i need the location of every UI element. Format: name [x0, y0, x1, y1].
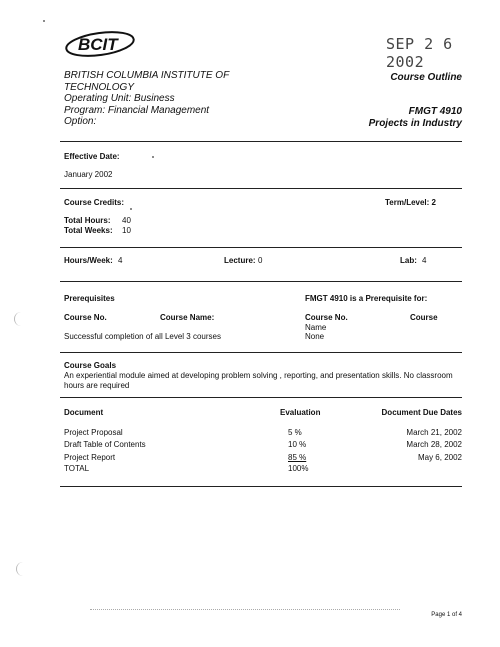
total-hours-value: 40: [122, 216, 131, 225]
table-row-document: Project Report: [64, 453, 116, 462]
course-goals-title: Course Goals: [64, 361, 117, 370]
lecture-label: Lecture:: [224, 256, 256, 265]
hours-week-label: Hours/Week:: [64, 256, 113, 265]
course-credits-label: Course Credits:: [64, 198, 125, 207]
evaluation-header: Evaluation: [280, 408, 321, 417]
footer-rule: [90, 609, 400, 610]
table-row-document: TOTAL: [64, 464, 90, 473]
divider: [60, 281, 462, 282]
table-row-evaluation: 85 %: [288, 453, 307, 462]
scan-artifact: [16, 562, 25, 576]
scan-speck: [152, 156, 154, 158]
operating-unit: Operating Unit: Business: [64, 93, 175, 104]
option: Option:: [64, 116, 97, 127]
scan-speck: [43, 20, 45, 22]
effective-date-value: January 2002: [64, 170, 113, 179]
logo-text: BCIT: [78, 35, 118, 54]
divider: [60, 141, 462, 142]
divider: [60, 352, 462, 353]
document-header: Document: [64, 408, 104, 417]
table-row-due: May 6, 2002: [417, 453, 462, 462]
course-no-header: Course No.: [64, 313, 107, 322]
prerequisite-text: Successful completion of all Level 3 courses: [64, 332, 221, 341]
due-dates-header: Document Due Dates: [381, 408, 462, 417]
table-row-due: March 28, 2002: [406, 440, 462, 449]
lab-label: Lab:: [400, 256, 417, 265]
page-number: Page 1 of 4: [431, 612, 462, 618]
table-row-evaluation: 5 %: [288, 428, 302, 437]
divider: [60, 486, 462, 487]
course-header: Course: [410, 313, 438, 322]
divider: [60, 397, 462, 398]
lecture-value: 0: [258, 256, 263, 265]
prerequisites-title: Prerequisites: [64, 294, 115, 303]
institution-name-line1: BRITISH COLUMBIA INSTITUTE OF: [64, 70, 230, 81]
table-row-due: March 21, 2002: [406, 428, 462, 437]
lab-value: 4: [422, 256, 427, 265]
scan-speck: [130, 208, 132, 210]
none-text: None: [305, 332, 325, 341]
course-title: Projects in Industry: [368, 118, 462, 129]
hours-week-value: 4: [118, 256, 123, 265]
name-label: Name: [305, 323, 327, 332]
scan-artifact: [14, 312, 23, 326]
course-no-header-2: Course No.: [305, 313, 348, 322]
program: Program: Financial Management: [64, 104, 210, 116]
received-date-stamp: SEP 2 6 2002: [386, 35, 453, 71]
divider: [60, 247, 462, 248]
institution-block: [64, 70, 264, 128]
institution-name-line2: TECHNOLOGY: [64, 81, 135, 93]
prerequisite-for-title: FMGT 4910 is a Prerequisite for:: [305, 294, 428, 303]
course-goals-text-line1: An experiential module aimed at developing problem solving , reporting, and presentation skills. No classroom: [64, 371, 453, 380]
term-level: Term/Level: 2: [385, 198, 436, 207]
course-name-header: Course Name:: [160, 313, 215, 322]
total-weeks-label: Total Weeks:: [64, 226, 113, 235]
course-code: FMGT 4910: [408, 106, 462, 117]
table-row-evaluation: 100%: [288, 464, 309, 473]
effective-date-label: Effective Date:: [64, 152, 120, 161]
table-row-evaluation: 10 %: [288, 440, 307, 449]
bcit-logo: [62, 28, 138, 60]
course-goals-text-line2: hours are required: [64, 381, 130, 390]
total-hours-label: Total Hours:: [64, 216, 111, 225]
total-weeks-value: 10: [122, 226, 131, 235]
table-row-document: Project Proposal: [64, 428, 123, 437]
divider: [60, 188, 462, 189]
doc-type: Course Outline: [390, 72, 462, 83]
table-row-document: Draft Table of Contents: [64, 440, 146, 449]
